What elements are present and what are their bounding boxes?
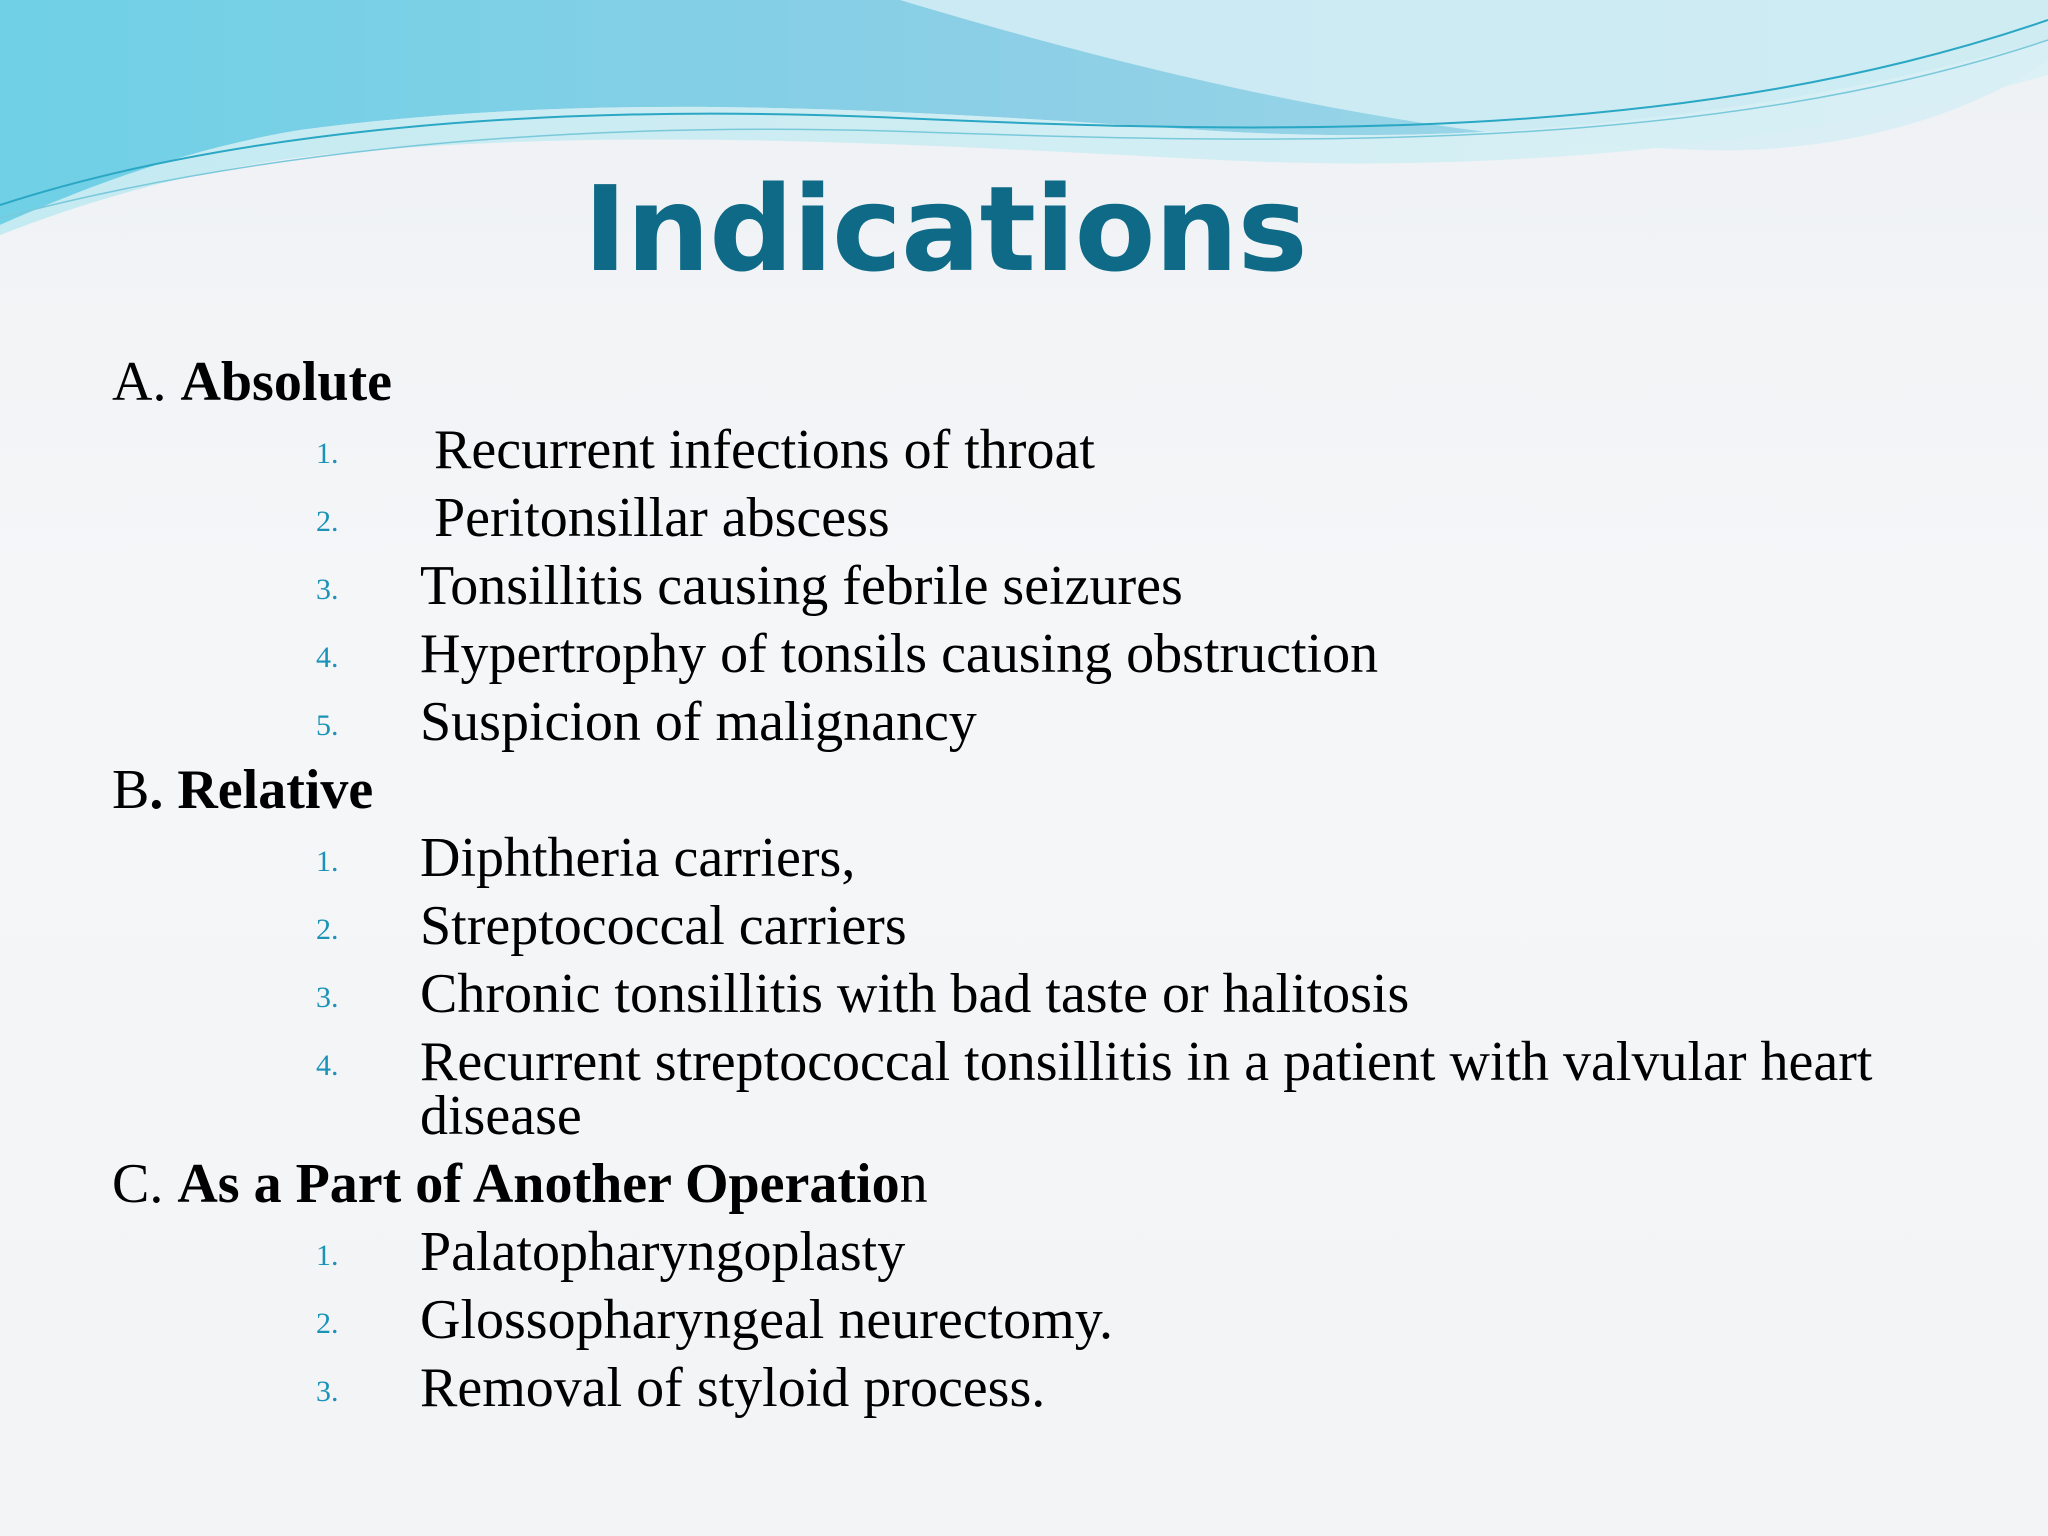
section-tail: n bbox=[899, 1153, 928, 1215]
list-item bbox=[112, 416, 2032, 484]
section-title: As a Part of Another Operatio bbox=[177, 1153, 900, 1215]
list-text: Chronic tonsillitis with bad taste or halitosis bbox=[420, 963, 1410, 1025]
list-item bbox=[112, 824, 2032, 892]
list-item bbox=[112, 1286, 2032, 1354]
list-number: 1. bbox=[316, 1239, 339, 1272]
list-item bbox=[112, 1354, 2032, 1422]
section-prefix: C. bbox=[112, 1153, 178, 1215]
list-text: Removal of styloid process. bbox=[420, 1357, 1046, 1419]
list-number: 4. bbox=[316, 1049, 339, 1082]
list-number: 1. bbox=[316, 845, 339, 878]
indications-content bbox=[112, 348, 2032, 1422]
list-item bbox=[112, 1218, 2032, 1286]
section-prefix: B bbox=[112, 759, 150, 821]
list-item bbox=[112, 484, 2032, 552]
list-text: Suspicion of malignancy bbox=[420, 691, 977, 753]
list-number: 5. bbox=[316, 709, 339, 742]
section-heading-other-operation bbox=[112, 1150, 2032, 1218]
list-text: Recurrent streptococcal tonsillitis in a patient with valvular heart disease bbox=[420, 1031, 1873, 1147]
list-item bbox=[112, 552, 2032, 620]
list-text: Streptococcal carriers bbox=[420, 895, 907, 957]
list-number: 1. bbox=[316, 437, 339, 470]
section-heading-absolute bbox=[112, 348, 2032, 416]
list-item bbox=[112, 688, 2032, 756]
list-number: 3. bbox=[316, 1375, 339, 1408]
section-title: Absolute bbox=[180, 351, 393, 413]
list-text: Hypertrophy of tonsils causing obstruction bbox=[420, 623, 1379, 685]
list-text: Recurrent infections of throat bbox=[434, 419, 1095, 481]
list-item bbox=[112, 1028, 2032, 1150]
list-text: Diphtheria carriers, bbox=[420, 827, 856, 889]
list-item bbox=[112, 620, 2032, 688]
list-text: Peritonsillar abscess bbox=[434, 487, 890, 549]
list-number: 3. bbox=[316, 573, 339, 606]
list-number: 4. bbox=[316, 641, 339, 674]
page-title: Indications bbox=[583, 160, 1307, 298]
list-item bbox=[112, 960, 2032, 1028]
list-item bbox=[112, 892, 2032, 960]
list-number: 2. bbox=[316, 913, 339, 946]
list-text: Tonsillitis causing febrile seizures bbox=[420, 555, 1183, 617]
list-text: Palatopharyngoplasty bbox=[420, 1221, 906, 1283]
list-number: 2. bbox=[316, 1307, 339, 1340]
list-number: 3. bbox=[316, 981, 339, 1014]
list-text: Glossopharyngeal neurectomy. bbox=[420, 1289, 1114, 1351]
section-prefix: A. bbox=[112, 351, 181, 413]
section-title: . Relative bbox=[149, 759, 374, 821]
list-number: 2. bbox=[316, 505, 339, 538]
section-heading-relative bbox=[112, 756, 2032, 824]
